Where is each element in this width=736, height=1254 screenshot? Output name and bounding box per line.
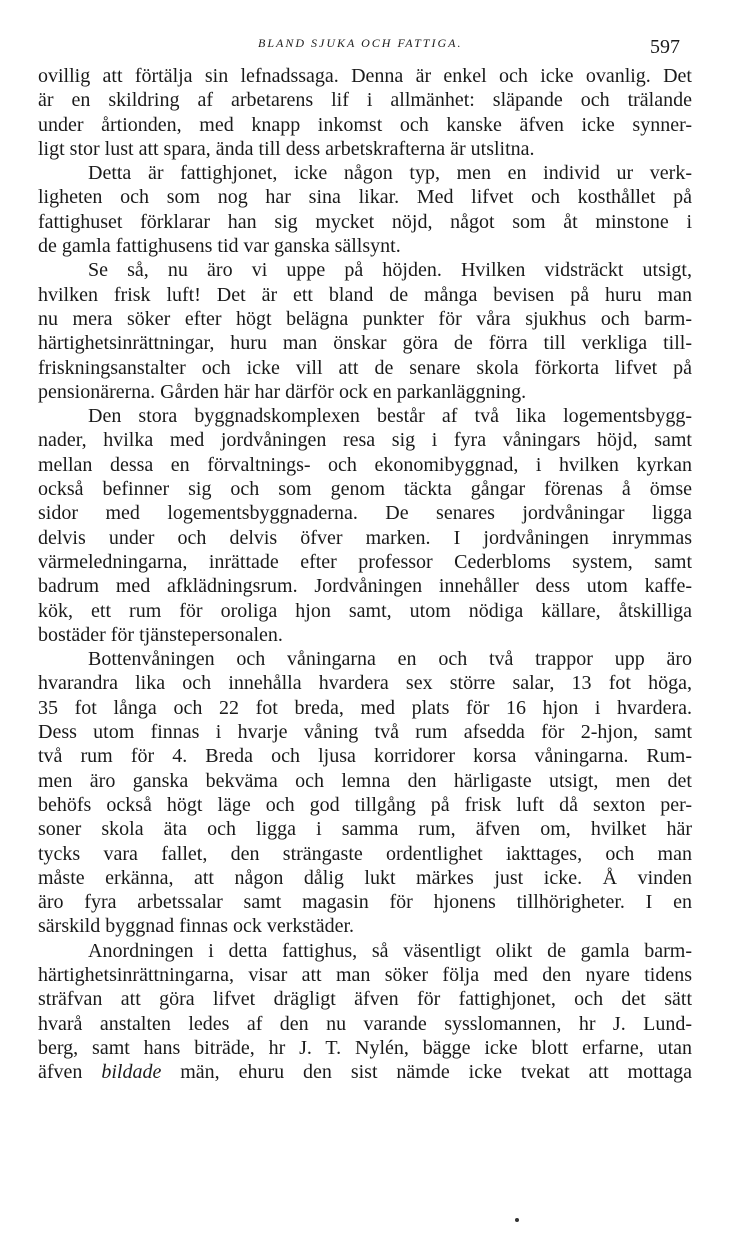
text-line: värmeledningarna, inrättade efter professor Cederbloms system, samt: [38, 550, 692, 573]
text-line: pensionärerna. Gården här har därför ock en parkanläggning.: [38, 380, 527, 403]
text-line: Anordningen i detta fattighus, så väsentligt olikt de gamla barm-: [88, 939, 692, 962]
text-line: måste erkänna, att någon dålig lukt märkes just icke. Å vinden: [38, 866, 692, 889]
italic-word: bildade: [101, 1061, 162, 1084]
text-line: tycks vara fallet, den strängaste ordentlighet iakttages, och man: [38, 842, 692, 865]
text-line: nu mera söker efter högt belägna punkter för våra sjukhus och barm-: [38, 307, 692, 330]
text-line: ovillig att förtälja sin lefnadssaga. Denna är enkel och icke ovanlig. Det: [38, 65, 692, 87]
paragraph: [38, 64, 692, 161]
text-line: under årtionden, med knapp inkomst och kanske äfven icke synner-: [38, 113, 692, 136]
text-line: berg, samt hans biträde, hr J. T. Nylén, bägge icke blott erfarne, utan: [38, 1036, 692, 1059]
text-line: men äro ganska bekväma och lemna den härligaste utsigt, men det: [38, 769, 692, 792]
text-run: män, ehuru den sist nämde icke tvekat att mottaga: [161, 1061, 692, 1084]
text-line: äro fyra arbetssalar samt magasin för hjonens tillhörigheter. I en: [38, 891, 692, 914]
text-line: två rum för 4. Breda och ljusa korridorer korsa våningarna. Rum-: [38, 745, 692, 768]
paragraph: [38, 647, 692, 939]
page-number: 597: [650, 36, 680, 58]
text-line: ligt stor lust att spara, ända till dess arbetskrafterna är utslitna.: [38, 137, 535, 160]
text-line: nader, hvilka med jordvåningen resa sig i fyra våningars höjd, samt: [38, 429, 692, 452]
text-line: härtighetsinrättningarna, visar att man söker följa med den nyare tidens: [38, 963, 692, 986]
text-line: badrum med afklädningsrum. Jordvåningen innehåller dess utom kaffe-: [38, 575, 692, 598]
text-line: kök, ett rum för oroliga hjon samt, utom nödiga källare, åtskilliga: [38, 599, 692, 622]
text-line: delvis under och delvis öfver marken. I jordvåningen inrymmas: [38, 526, 692, 549]
text-line: behöfs också högt läge och god tillgång på frisk luft då sexton per-: [38, 793, 692, 816]
paragraph: [38, 404, 692, 647]
text-line: Bottenvåningen och våningarna en och två trappor upp äro: [88, 648, 692, 671]
text-line: soner skola äta och ligga i samma rum, äfven om, hvilket här: [38, 818, 692, 841]
text-line: sträfvan att göra lifvet drägligt äfven för fattighjonet, och det sätt: [38, 988, 692, 1011]
text-body: [38, 64, 692, 1084]
text-line: också befinner sig och som genom täckta gångar förenas å ömse: [38, 478, 692, 501]
text-line: särskild byggnad finnas ock verkstäder.: [38, 915, 355, 938]
text-line: bostäder för tjänstepersonalen.: [38, 623, 283, 646]
running-title: BLAND SJUKA OCH FATTIGA.: [258, 36, 463, 50]
text-line: Dess utom finnas i hvarje våning två rum afsedda för 2-hjon, samt: [38, 721, 692, 744]
text-line: mellan dessa en förvaltnings- och ekonomibyggnad, i hvilken kyrkan: [38, 453, 692, 476]
text-line: de gamla fattighusens tid var ganska sällsynt.: [38, 235, 401, 258]
paragraph: [38, 939, 692, 1085]
paragraph: [38, 258, 692, 404]
text-line: Den stora byggnadskomplexen består af två lika logementsbygg-: [88, 405, 692, 428]
text-line-final: [38, 1060, 692, 1084]
text-line: friskningsanstalter och icke vill att de senare skola förkorta lifvet på: [38, 356, 692, 379]
text-line: hvarandra lika och innehålla hvardera sex större salar, 13 fot höga,: [38, 672, 692, 695]
text-line: fattighuset förklarar han sig mycket nöjd, något som åt minstone i: [38, 210, 692, 233]
text-line: hvilken frisk luft! Det är ett bland de många bevisen på huru man: [38, 283, 692, 306]
text-line: härtighetsinrättningar, huru man önskar göra de förra till verkliga till-: [38, 332, 692, 355]
text-line: Se så, nu äro vi uppe på höjden. Hvilken vidsträckt utsigt,: [88, 259, 692, 282]
text-line: sidor med logementsbyggnaderna. De senares jordvåningar ligga: [38, 502, 692, 525]
ink-speck: [515, 1218, 519, 1222]
text-line: ligheten och som nog har sina likar. Med lifvet och kosthållet på: [38, 186, 692, 209]
text-line: är en skildring af arbetarens lif i allmänhet: släpande och trälande: [38, 89, 692, 112]
text-run: äfven: [38, 1061, 102, 1084]
text-line: 35 fot långa och 22 fot breda, med plats för 16 hjon i hvardera.: [38, 696, 692, 719]
text-line: hvarå anstalten ledes af den nu varande sysslomannen, hr J. Lund-: [38, 1012, 692, 1035]
text-line: Detta är fattighjonet, icke någon typ, men en individ ur verk-: [88, 162, 692, 185]
paragraph: [38, 161, 692, 258]
